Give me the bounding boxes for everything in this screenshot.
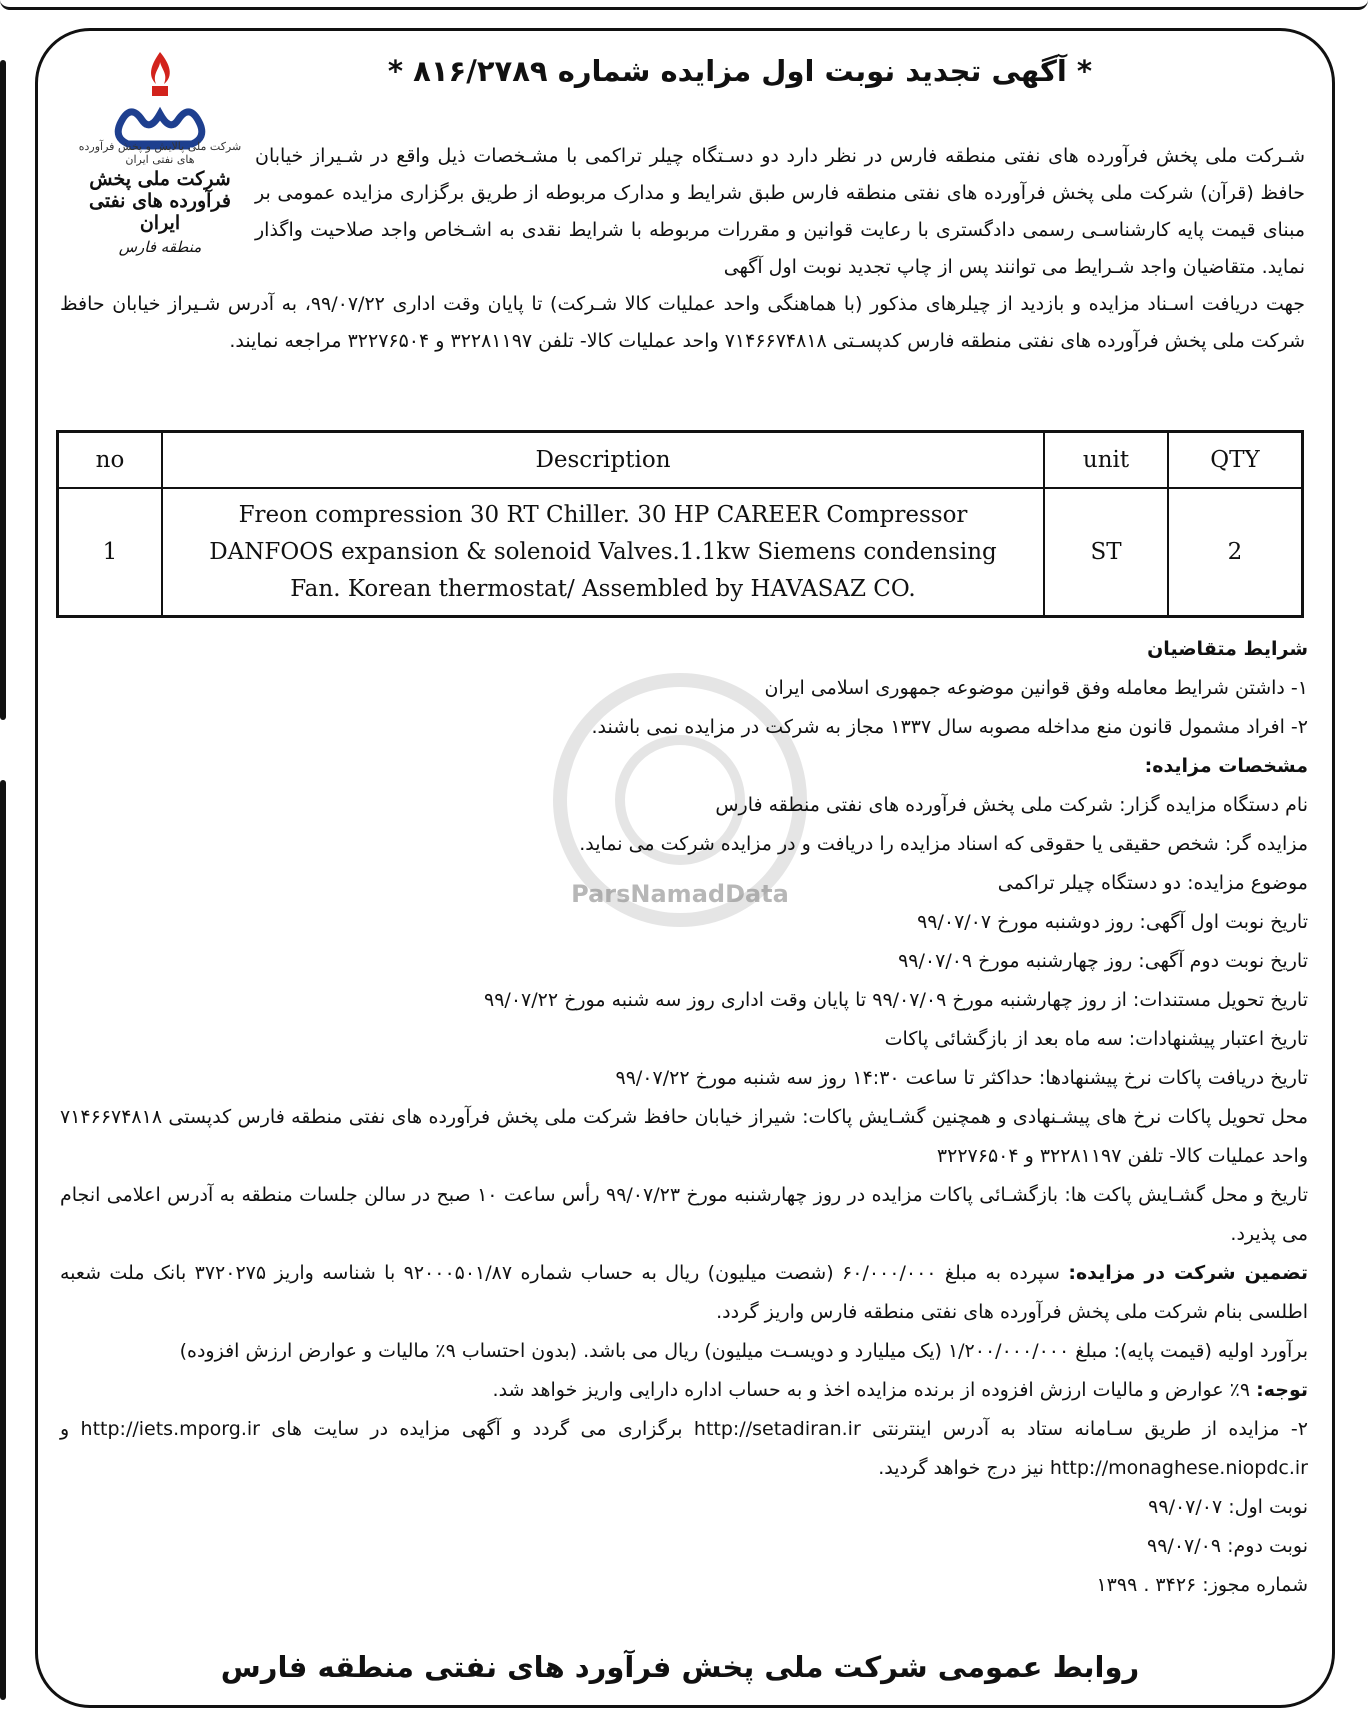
logo-line-1: شرکت ملی پالایش و پخش فرآورده های نفتی ایران bbox=[78, 140, 242, 166]
spec-3: موضوع مزایده: دو دستگاه چیلر تراکمی bbox=[997, 872, 1308, 894]
turn-1: نوبت اول: ۹۹/۰۷/۰۷ bbox=[1148, 1496, 1308, 1518]
spec-2: مزایده گر: شخص حقیقی یا حقوقی که اسناد مزایده را دریافت و در مزایده شرکت می نماید. bbox=[579, 833, 1308, 855]
note: توجه: ۹٪ عوارض و مالیات ارزش افزوده از برنده مزایده اخذ و به حساب اداره دارایی واریز خواهد شد. bbox=[492, 1379, 1308, 1401]
spec-6: تاریخ تحویل مستندات: از روز چهارشنبه مورخ ۹۹/۰۷/۰۹ تا پایان وقت اداری روز سه شنبه مورخ ۹۹/۰۷/۲۲ bbox=[484, 989, 1308, 1011]
left-edge-mark bbox=[0, 60, 6, 720]
guarantee: تضمین شرکت در مزایده: سپرده به مبلغ ۶۰/۰۰۰/۰۰۰ (شصت میلیون) ریال به حساب شماره ۹۲۰۰۰۵۰۱/۸۷ با شناسه واریز ۳۷۲۰۲۷۵ بانک ملت شعبه اطلسی بنام شرکت ملی پخش فرآورده های نفتی منطقه فارس واریز گردد. bbox=[60, 1262, 1309, 1323]
spec-10: تاریخ و محل گشـایش پاکت ها: بازگشـائی پاکات مزایده در روز چهارشنبه مورخ ۹۹/۰۷/۲۳ رأس ساعت ۱۰ صبح در سالن جلسات منطقه به آدرس اعلامی انجام می پذیرد. bbox=[60, 1184, 1308, 1245]
spec-8: تاریخ دریافت پاکات نرخ پیشنهادها: حداکثر تا ساعت ۱۴:۳۰ روز سه شنبه مورخ ۹۹/۰۷/۲۲ bbox=[615, 1067, 1308, 1089]
condition-1: ۱- داشتن شرایط معامله وفق قوانین موضوعه جمهوری اسلامی ایران bbox=[764, 677, 1308, 699]
spec-1: نام دستگاه مزایده گزار: شرکت ملی پخش فرآورده های نفتی منطقه فارس bbox=[715, 794, 1308, 816]
spec-4: تاریخ نوبت اول آگهی: روز دوشنبه مورخ ۹۹/۰۷/۰۷ bbox=[917, 911, 1308, 933]
conditions-section bbox=[60, 630, 1308, 1605]
logo-caption bbox=[70, 140, 250, 256]
table-row bbox=[58, 488, 1303, 617]
logo-line-3: منطقه فارس bbox=[118, 238, 202, 256]
desc-line-2: DANFOOS expansion & solenoid Valves.1.1kw Siemens condensing bbox=[209, 538, 997, 565]
top-border bbox=[0, 0, 1368, 10]
spec-9: محل تحویل پاکات نرخ های پیشـنهادی و همچنین گشـایش پاکات: شیراز خیابان حافظ شرکت ملی پخش فرآورده های نفتی منطقه فارس کدپستی ۷۱۴۶۶۷۴۸۱۸ واحد عملیات کالا- تلفن ۳۲۲۸۱۱۹۷ و ۳۲۲۷۶۵۰۴ bbox=[60, 1106, 1308, 1167]
items-table bbox=[56, 430, 1304, 618]
desc-line-1: Freon compression 30 RT Chiller. 30 HP CAREER Compressor bbox=[238, 501, 968, 528]
intro-paragraph-1: شـرکت ملی پخش فرآورده های نفتی منطقه فارس در نظر دارد دو دسـتگاه چیلر تراکمی با مشـخصات ذیل واقع در شـیراز خیابان حافظ (قرآن) شرکت ملی پخش فرآورده های نفتی منطقه فارس طبق شرایط و مدارک مربوطه از طریق برگزاری مزایده عمومی بر مبنای قیمت پایه کارشناسـی رسمی دادگستری با رعایت قوانین و مقررات مربوطه با شرایط نقدی به اشـخاص واجد صلاحیت واگذار نماید. متقاضیان واجد شـرایط می توانند پس از چاپ تجدید نوبت اول آگهی bbox=[255, 145, 1305, 278]
cell-unit: ST bbox=[1044, 488, 1168, 617]
logo-line-2: شرکت ملی پخش فرآورده های نفتی ایران bbox=[89, 168, 231, 234]
turn-2: نوبت دوم: ۹۹/۰۷/۰۹ bbox=[1147, 1535, 1308, 1557]
note-2: ۲- مزایده از طریق سـامانه ستاد به آدرس اینترنتی http://setadiran.ir برگزاری می گردد و آگهی مزایده در سایت های http://iets.mporg.ir و http://monaghese.niopdc.ir نیز درج خواهد گردید. bbox=[60, 1418, 1309, 1479]
spec-7: تاریخ اعتبار پیشنهادات: سه ماه بعد از بازگشائی پاکات bbox=[884, 1028, 1308, 1050]
spec-5: تاریخ نوبت دوم آگهی: روز چهارشنبه مورخ ۹۹/۰۷/۰۹ bbox=[898, 950, 1308, 972]
header-no: no bbox=[58, 432, 163, 489]
left-edge-mark-lower bbox=[0, 780, 6, 1700]
header-unit: unit bbox=[1044, 432, 1168, 489]
page-title: * آگهی تجدید نوبت اول مزایده شماره ۸۱۶/۲۷۸۹ * bbox=[387, 54, 1093, 88]
permit-number: شماره مجوز: ۳۴۲۶ . ۱۳۹۹ bbox=[1096, 1574, 1308, 1596]
watermark-text: ParsNamadData bbox=[571, 880, 789, 908]
table-header-row bbox=[58, 432, 1303, 489]
condition-2: ۲- افراد مشمول قانون منع مداخله مصوبه سال ۱۳۳۷ مجاز به شرکت در مزایده نمی باشند. bbox=[591, 716, 1308, 738]
cell-description bbox=[162, 488, 1044, 617]
footer-signature: روابط عمومی شرکت ملی پخش فرآورد های نفتی منطقه فارس bbox=[220, 1650, 1140, 1684]
specs-heading: مشخصات مزایده: bbox=[1144, 755, 1308, 777]
header-description: Description bbox=[162, 432, 1044, 489]
cell-qty: 2 bbox=[1168, 488, 1303, 617]
estimate: برآورد اولیه (قیمت پایه): مبلغ ۱/۲۰۰/۰۰۰/۰۰۰ (یک میلیارد و دویسـت میلیون) ریال می باشد. (بدون احتساب ۹٪ مالیات و عوارض ارزش افزوده) bbox=[179, 1340, 1308, 1362]
cell-no: 1 bbox=[58, 488, 163, 617]
header-qty: QTY bbox=[1168, 432, 1303, 489]
conditions-heading: شرایط متقاضیان bbox=[1147, 638, 1308, 660]
desc-line-3: Fan. Korean thermostat/ Assembled by HAVASAZ CO. bbox=[290, 575, 916, 602]
intro-paragraph-2: جهت دریافت اسـناد مزایده و بازدید از چیلرهای مذکور (با هماهنگی واحد عملیات کالا شـرکت) تا پایان وقت اداری ۹۹/۰۷/۲۲، به آدرس شـیراز خیابان حافظ شرکت ملی پخش فرآورده های نفتی منطقه فارس کدپسـتی ۷۱۴۶۶۷۴۸۱۸ واحد عملیات کالا- تلفن ۳۲۲۸۱۱۹۷ و ۳۲۲۷۶۵۰۴ مراجعه نمایند. bbox=[60, 293, 1305, 352]
